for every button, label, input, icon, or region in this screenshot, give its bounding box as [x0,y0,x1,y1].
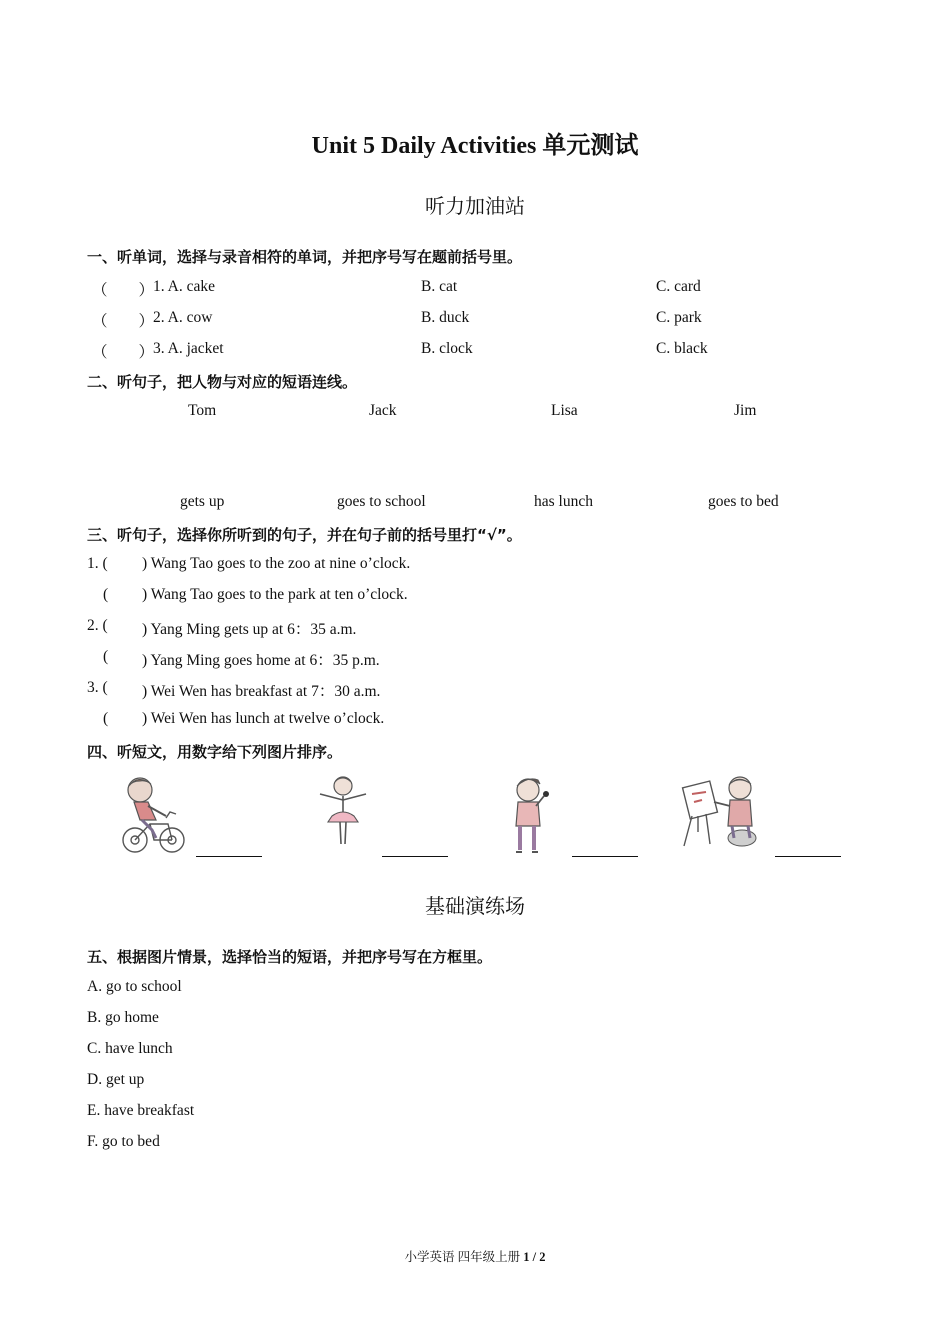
q1-row-1-option-c: C. card [656,278,701,295]
q3-line-4-paren[interactable]: ( [103,648,109,665]
order-blank-3[interactable] [572,842,638,857]
q2-phrase-has-lunch[interactable]: has lunch [534,493,593,510]
q5-option-c: C. have lunch [87,1040,173,1057]
order-blank-1[interactable] [196,842,262,857]
q5-option-e: E. have breakfast [87,1102,195,1119]
section-title-listening: 听力加油站 [425,196,525,218]
q2-phrase-goes-to-bed[interactable]: goes to bed [708,493,779,510]
dancing-girl-icon [312,772,374,854]
q1-heading: 一、听单词，选择与录音相符的单词，并把序号写在题前括号里。 [87,248,523,266]
q5-heading: 五、根据图片情景，选择恰当的短语，并把序号写在方框里。 [87,948,493,966]
footer-text: 小学英语 四年级上册 [404,1250,524,1264]
q1-row-1-option-a: 1. A. cake [153,278,215,295]
q3-line-5-text: ) Wei Wen has breakfast at 7：30 a.m. [142,683,381,700]
q1-row-2-option-a: 2. A. cow [153,309,213,326]
q2-heading: 二、听句子，把人物与对应的短语连线。 [87,373,358,391]
q1-row-1-paren[interactable]: （ ） [92,282,155,299]
q1-row-1-option-b: B. cat [421,278,458,295]
painting-boy-icon [680,772,764,852]
q1-row-2-option-b: B. duck [421,309,470,326]
q1-row-2-option-c: C. park [656,309,702,326]
q3-heading: 三、听句子，选择你所听到的句子，并在句子前的括号里打“√”。 [87,526,522,544]
q3-line-1-paren[interactable]: 1. ( [87,555,108,572]
q5-option-d: D. get up [87,1071,145,1088]
q3-line-5-paren[interactable]: 3. ( [87,679,108,696]
q2-phrase-goes-to-school[interactable]: goes to school [337,493,426,510]
q5-option-f: F. go to bed [87,1133,160,1150]
q1-row-3-option-b: B. clock [421,340,473,357]
q3-line-4-text: ) Yang Ming goes home at 6：35 p.m. [142,652,380,669]
q2-name-jack[interactable]: Jack [369,402,397,419]
q1-row-3-paren[interactable]: （ ） [92,344,155,361]
order-blank-2[interactable] [382,842,448,857]
q2-name-jim[interactable]: Jim [734,402,757,419]
q2-name-tom[interactable]: Tom [188,402,217,419]
q4-heading: 四、听短文，用数字给下列图片排序。 [87,743,343,761]
q3-line-6-paren[interactable]: ( [103,710,109,727]
q2-phrase-gets-up[interactable]: gets up [180,493,225,510]
q3-line-1-text: ) Wang Tao goes to the zoo at nine o’clock. [142,555,411,572]
q3-line-2-paren[interactable]: ( [103,586,109,603]
q5-option-b: B. go home [87,1009,159,1026]
q1-row-2-paren[interactable]: （ ） [92,313,155,330]
q1-row-3-option-a: 3. A. jacket [153,340,224,357]
page-title: Unit 5 Daily Activities 单元测试 [311,133,639,159]
q3-line-3-paren[interactable]: 2. ( [87,617,108,634]
q1-row-3-option-c: C. black [656,340,708,357]
q3-line-2-text: ) Wang Tao goes to the park at ten o’clock. [142,586,408,603]
bicycle-boy-icon [118,772,188,858]
q2-name-lisa[interactable]: Lisa [551,402,578,419]
page-number: 1 / 2 [523,1250,546,1264]
order-blank-4[interactable] [775,842,841,857]
q5-option-a: A. go to school [87,978,182,995]
page-footer [0,1247,950,1265]
q3-line-6-text: ) Wei Wen has lunch at twelve o’clock. [142,710,385,727]
singing-boy-icon [500,772,560,858]
section-title-basics: 基础演练场 [425,896,525,918]
q3-line-3-text: ) Yang Ming gets up at 6：35 a.m. [142,621,357,638]
